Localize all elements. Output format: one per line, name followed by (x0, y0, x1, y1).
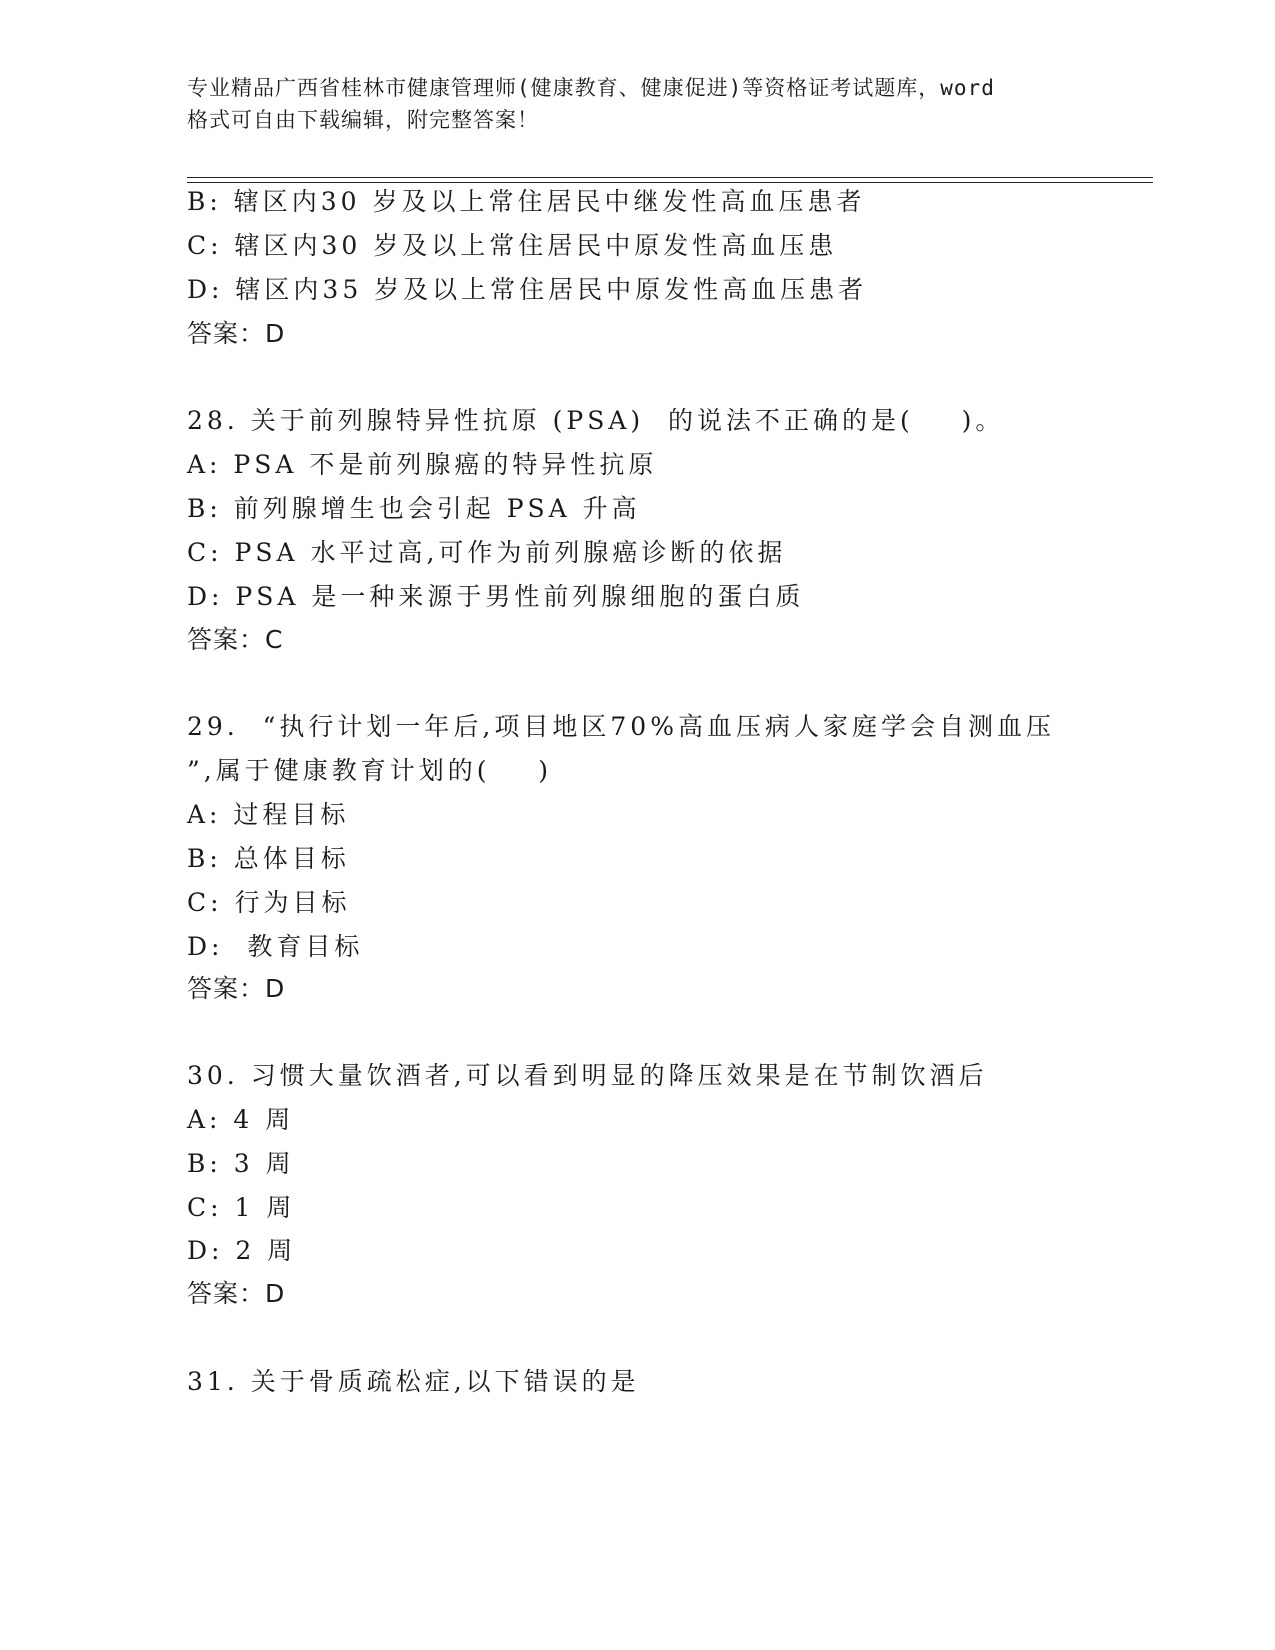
question-stem: 28. 关于前列腺特异性抗原 (PSA) 的说法不正确的是( )。 (187, 406, 1005, 435)
option-b: B: 总体目标 (187, 844, 350, 873)
document-header (187, 72, 1087, 136)
option-c: C: 行为目标 (187, 888, 351, 917)
header-divider-bottom (187, 182, 1153, 183)
option-b: B: 前列腺增生也会引起 PSA 升高 (187, 494, 641, 523)
option-c: C: 辖区内30 岁及以上常住居民中原发性高血压患 (187, 231, 838, 260)
header-line-1: 专业精品广西省桂林市健康管理师(健康教育、健康促进)等资格证考试题库，word (187, 76, 995, 100)
header-divider-top (187, 177, 1153, 178)
answer-label: 答案：C (187, 625, 284, 654)
answer-label: 答案：D (187, 319, 286, 348)
option-d: D: 辖区内35 岁及以上常住居民中原发性高血压患者 (187, 275, 868, 304)
question-stem: 30. 习惯大量饮酒者,可以看到明显的降压效果是在节制饮酒后 (187, 1061, 988, 1090)
option-a: A: 过程目标 (187, 800, 350, 829)
answer-label: 答案：D (187, 1279, 286, 1308)
header-line-2: 格式可自由下载编辑，附完整答案！ (187, 108, 539, 132)
question-stem: 31. 关于骨质疏松症,以下错误的是 (187, 1367, 640, 1396)
option-a: A: 4 周 (187, 1105, 295, 1134)
question-stem-line-2: ”,属于健康教育计划的( ) (187, 756, 553, 785)
question-stem-line-1: 29. “执行计划一年后,项目地区70%高血压病人家庭学会自测血压 (187, 712, 1055, 741)
option-c: C: 1 周 (187, 1193, 296, 1222)
option-b: B: 3 周 (187, 1149, 295, 1178)
option-d: D: 教育目标 (187, 932, 364, 961)
option-b: B: 辖区内30 岁及以上常住居民中继发性高血压患者 (187, 187, 866, 216)
option-d: D: 2 周 (187, 1236, 297, 1265)
option-a: A: PSA 不是前列腺癌的特异性抗原 (187, 450, 658, 479)
option-d: D: PSA 是一种来源于男性前列腺细胞的蛋白质 (187, 582, 805, 611)
option-c: C: PSA 水平过高,可作为前列腺癌诊断的依据 (187, 538, 787, 567)
answer-label: 答案：D (187, 974, 286, 1003)
